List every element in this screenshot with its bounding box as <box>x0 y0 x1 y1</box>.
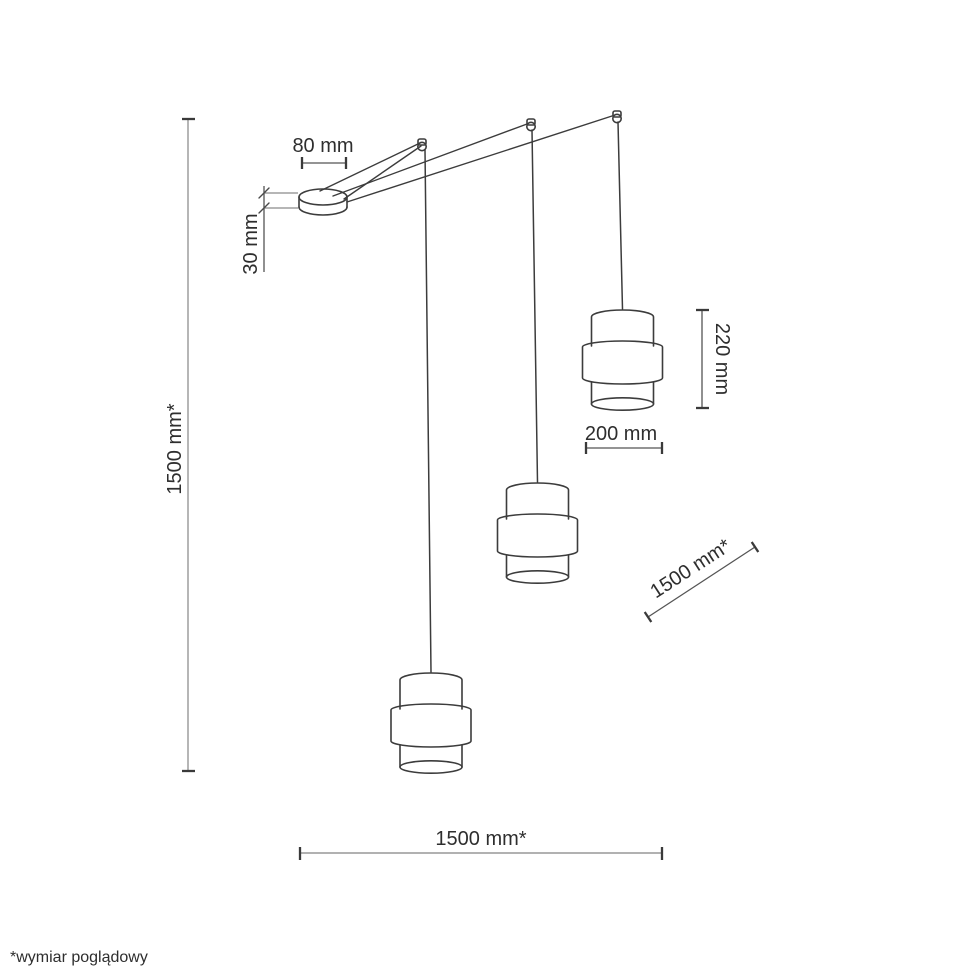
wire-middle <box>333 124 527 196</box>
pendant-cord-left <box>425 150 431 672</box>
suspension-wires <box>320 116 612 202</box>
shade-diameter-label: 200 mm <box>584 423 658 445</box>
lamp-shade-middle <box>498 483 578 583</box>
pendant-cord-right <box>618 122 623 309</box>
lamp-shade-right <box>583 310 663 410</box>
canopy-width-label: 80 mm <box>292 135 354 157</box>
ceiling-hook-middle <box>527 119 535 131</box>
installation-width-label: 1500 mm* <box>435 828 527 850</box>
lamp-shade-bottom <box>391 673 471 773</box>
ceiling-hook-left <box>418 139 426 151</box>
footnote: *wymiar poglądowy <box>10 949 148 966</box>
ceiling-hook-right <box>613 111 621 123</box>
dim-canopy-height <box>240 186 298 275</box>
cable-span-diagonal-label: 1500 mm* <box>646 534 735 604</box>
dim-installation-width <box>300 828 662 860</box>
suspension-height-label: 1500 mm* <box>164 403 186 495</box>
dim-shade-height <box>696 310 733 408</box>
canopy-height-label: 30 mm <box>240 213 262 275</box>
pendant-cord-middle <box>532 130 538 482</box>
dim-suspension-height <box>164 119 195 771</box>
shade-height-label: 220 mm <box>711 322 733 396</box>
dim-shade-diameter <box>585 423 662 454</box>
dim-canopy-width <box>292 135 353 169</box>
dim-cable-span-diagonal <box>645 535 759 622</box>
